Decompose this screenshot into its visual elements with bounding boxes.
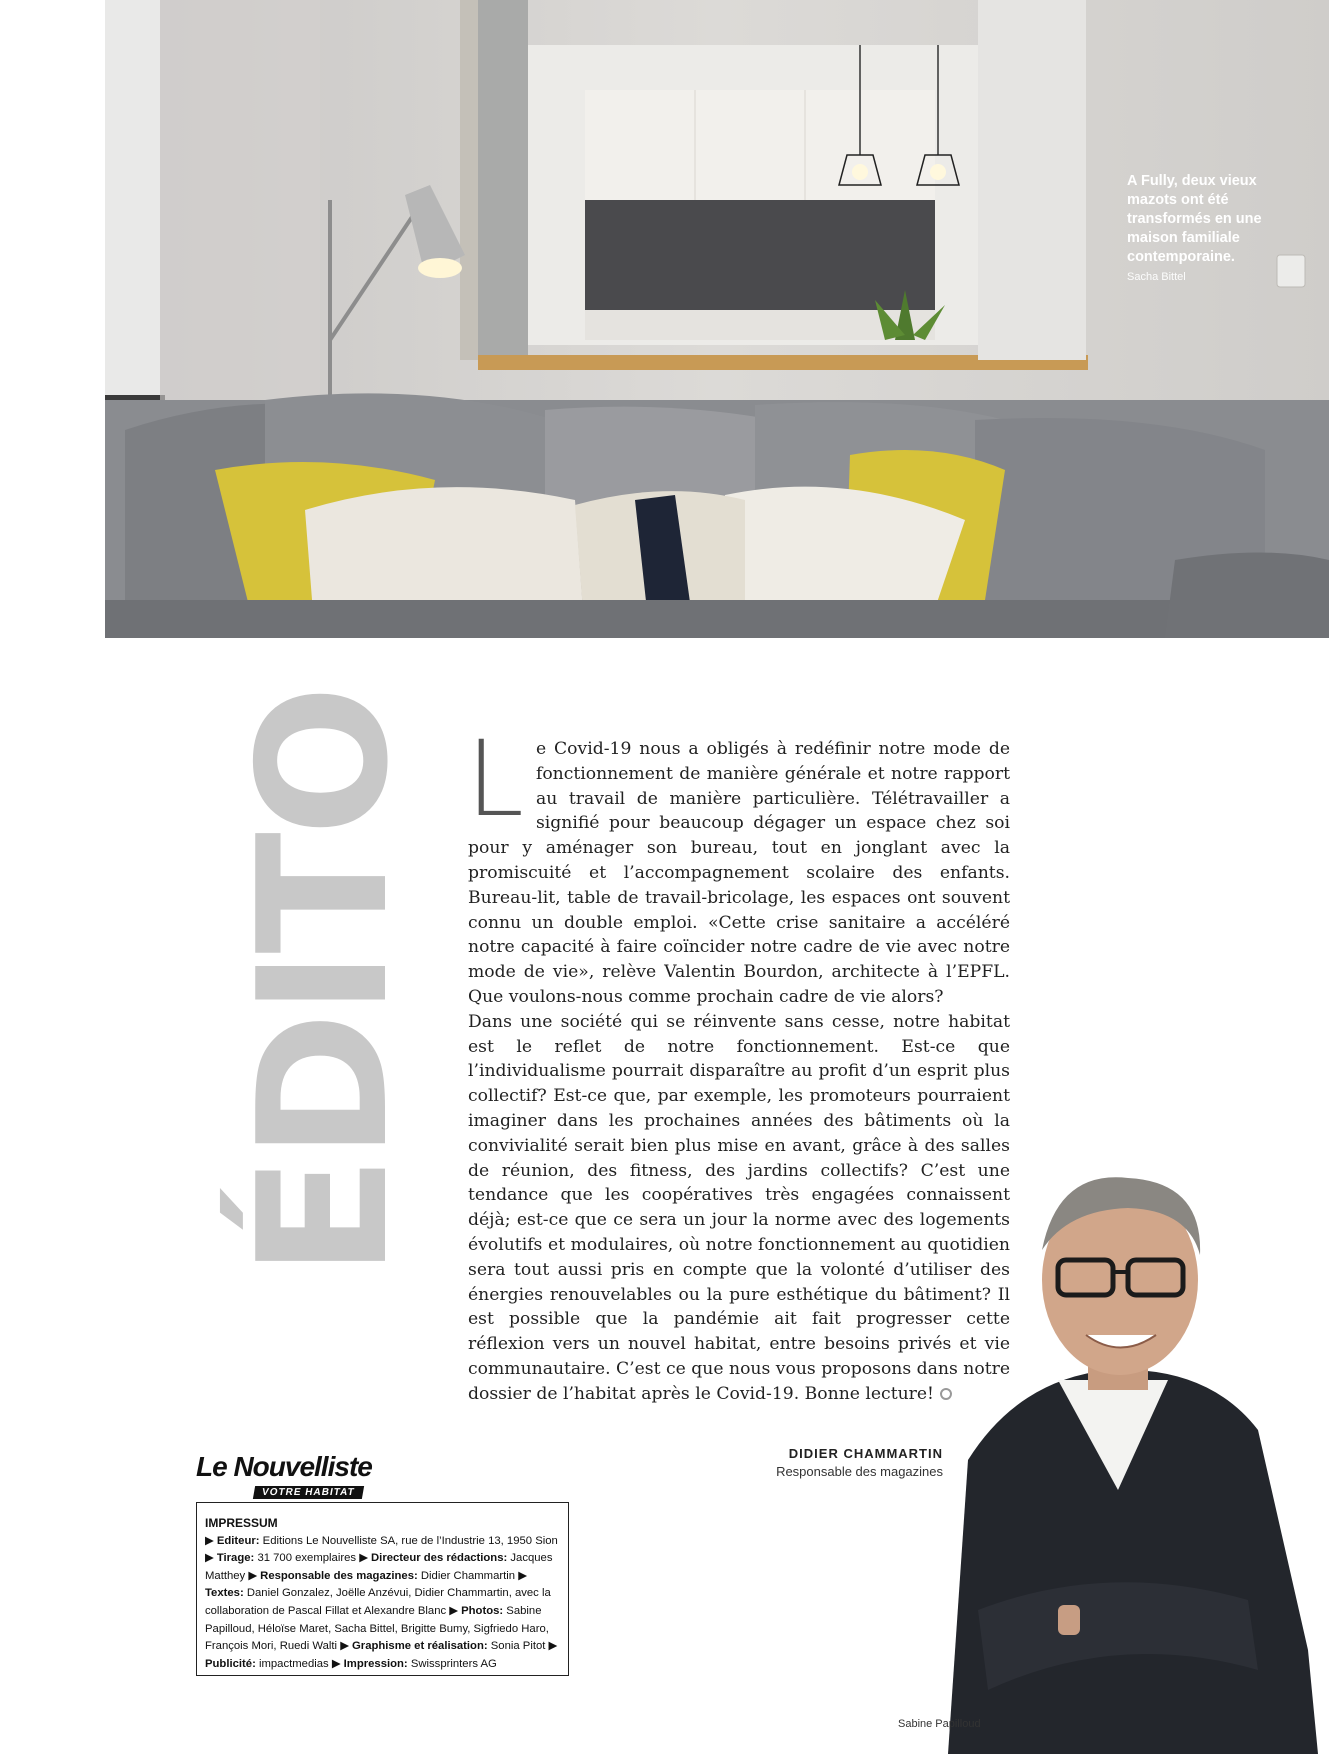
impressum-body	[205, 1533, 562, 1674]
author-portrait	[908, 1130, 1329, 1754]
article-paragraph-1	[466, 718, 1010, 1010]
portrait-credit: Sabine Papilloud	[898, 1718, 981, 1730]
impressum-entry: ▶ Publicité: impactmedias	[205, 1640, 558, 1670]
paragraph-2-text: Dans une société qui se réinvente sans cesse, notre habitat est le reflet de notre fonctionnement. Est-ce que l’individualisme pourrait disparaître au profit d’un esprit plus collectif? Est-ce que, par exemple, les promoteurs pourraient imaginer dans les prochaines années des bâtiments où la convivialité serait bien plus mise en avant, grâce à des salles de réunion, des fitness, des jardins collectifs? C’est une tendance que les coopératives très engagées connaissent déjà; est-ce que ce sera un jour la norme avec des logements évolutifs et modulaires, où notre fonctionnement au quotidien sera tout aussi pris en compte que la volonté d’utiliser des énergies renouvelables ou la pure esthétique du bâtiment? Il est possible que la pandémie ait fait progresser cette réflexion vers un nouvel habitat, entre besoins privés et vie communautaire. C’est ce que nous vous proposons dans notre dossier de l’habitat après le Covid-19. Bonne lecture!	[468, 1011, 1010, 1404]
caption-credit: Sacha Bittel	[1127, 271, 1186, 283]
impressum-title: IMPRESSUM	[205, 1516, 278, 1530]
author-signature	[776, 1446, 943, 1479]
impressum-entry: ▶ Directeur des rédactions: Jacques Matthey	[205, 1552, 553, 1582]
impressum-entry: ▶ Graphisme et réalisation: Sonia Pitot	[340, 1640, 546, 1653]
hero-photo	[105, 0, 1329, 638]
edito-label: ÉDITO	[220, 688, 427, 1278]
impressum-entry: ▶ Textes: Daniel Gonzalez, Joëlle Anzévui, Didier Chammartin, avec la collaboration de Pascal Fillat et Alexandre Blanc	[205, 1569, 551, 1617]
logo-name: Le Nouvelliste	[196, 1451, 372, 1482]
paragraph-1-text: e Covid-19 nous a obligés à redéfinir notre mode de fonctionnement de manière générale et notre rapport au travail de manière particulière. Télétravailler a signifié pour beaucoup dégager un espace chez soi pour y aménager son bureau, tout en jonglant avec la promiscuité et l’accompagnement scolaire des enfants. Bureau-lit, table de travail-bricolage, les espaces ont souvent connu un double emploi. «Cette crise sanitaire a accéléré notre capacité à faire coïncider notre cadre de vie avec notre mode de vie», relève Valentin Bourdon, architecte à l’EPFL. Que voulons-nous comme prochain cadre de vie alors?	[468, 739, 1010, 1007]
caption-text: A Fully, deux vieux mazots ont été transformés en une maison familiale contemporaine.	[1127, 173, 1262, 265]
drop-cap: L	[466, 718, 524, 840]
publication-logo	[196, 1452, 396, 1500]
impressum-entry: ▶ Photos: Sabine Papilloud, Héloïse Maret, Sacha Bittel, Brigitte Bumy, Sigfriedo Haro, François Mori, Ruedi Walti	[205, 1604, 549, 1653]
impressum-entry: ▶ Impression: Swissprinters AG	[331, 1657, 497, 1670]
author-role: Responsable des magazines	[776, 1464, 943, 1479]
impressum-box	[196, 1502, 569, 1676]
author-name: DIDIER CHAMMARTIN	[788, 1446, 943, 1461]
impressum-entry: ▶ Responsable des magazines: Didier Chammartin	[248, 1569, 516, 1582]
photo-caption	[1127, 172, 1327, 283]
edito-label-area	[220, 688, 427, 1278]
logo-subtitle: VOTRE HABITAT	[253, 1486, 364, 1499]
living-room-illustration	[105, 0, 1329, 638]
impressum-entry: ▶ Tirage: 31 700 exemplaires	[205, 1552, 357, 1565]
impressum-entry: ▶ Editeur: Editions Le Nouvelliste SA, rue de l’Industrie 13, 1950 Sion	[205, 1534, 558, 1547]
